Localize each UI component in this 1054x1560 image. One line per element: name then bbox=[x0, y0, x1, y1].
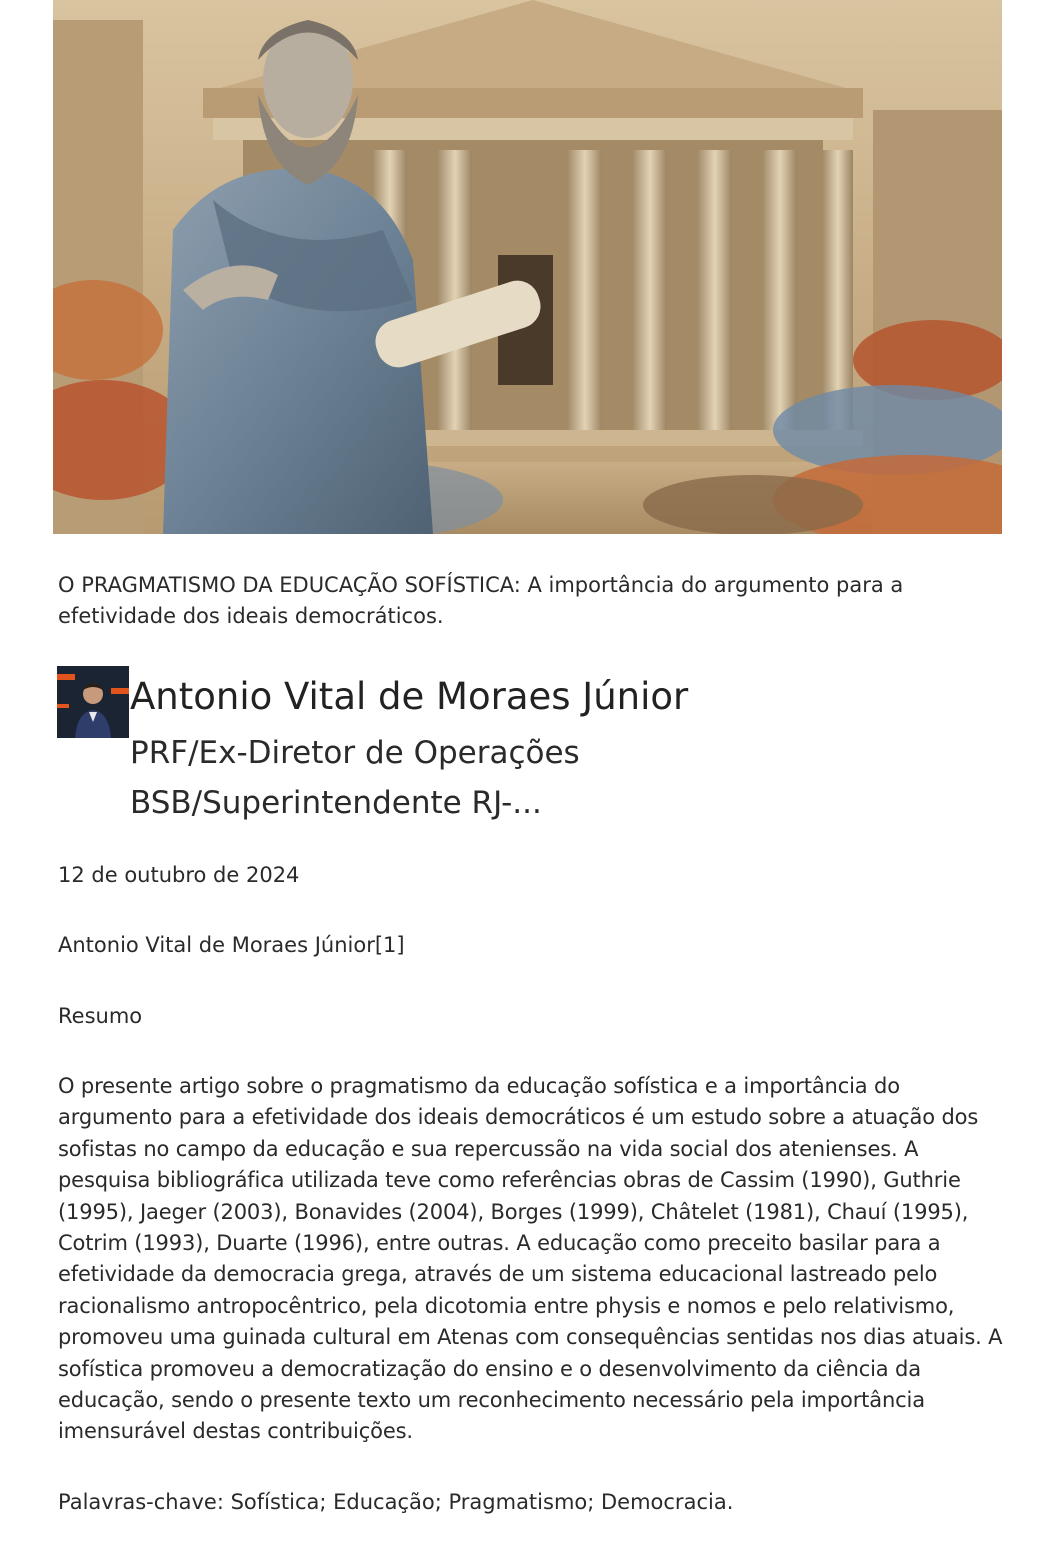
abstract-heading: Resumo bbox=[58, 1004, 143, 1028]
publish-date: 12 de outubro de 2024 bbox=[58, 863, 300, 887]
abstract-paragraph: O presente artigo sobre o pragmatismo da educação sofística e a importância do argumento para a efetividade dos ideais democráticos é um estudo sobre a atuação dos sofistas no campo da educação e sua repercussão na vida social dos atenienses. A pesquisa bibliográfica utilizada teve como referências obras de Cassim (1990), Guthrie (1995), Jaeger (2003), Bonavides (2004), Borges (1999), Châtelet (1981), Chauí (1995), Cotrim (1993), Duarte (1996), entre outras. A educação como preceito basilar para a efetividade da democracia grega, através de um sistema educacional lastreado pelo racionalismo antropocêntrico, pela dicotomia entre physis e nomos e pelo relativismo, promoveu uma guinada cultural em Atenas com consequências sentidas nos dias atuais. A sofística promoveu a democratização do ensino e o desenvolvimento da ciência da educação, sendo o presente texto um reconhecimento necessário pela importância imensurável destas contribuições. bbox=[58, 1074, 1003, 1444]
author-avatar[interactable] bbox=[57, 666, 129, 738]
article-hero-image bbox=[53, 0, 1002, 534]
article-byline: Antonio Vital de Moraes Júnior[1] bbox=[58, 933, 405, 957]
author-card[interactable] bbox=[57, 666, 997, 826]
hero-illustration bbox=[53, 0, 1002, 534]
keywords-line: Palavras-chave: Sofística; Educação; Pragmatismo; Democracia. bbox=[58, 1490, 734, 1514]
author-headline: PRF/Ex-Diretor de Operações BSB/Superintendente RJ-... bbox=[130, 735, 580, 821]
article-title: O PRAGMATISMO DA EDUCAÇÃO SOFÍSTICA: A importância do argumento para a efetividade dos ideais democráticos. bbox=[58, 573, 904, 628]
author-photo-icon bbox=[57, 666, 129, 738]
author-name-link[interactable]: Antonio Vital de Moraes Júnior bbox=[130, 675, 689, 718]
